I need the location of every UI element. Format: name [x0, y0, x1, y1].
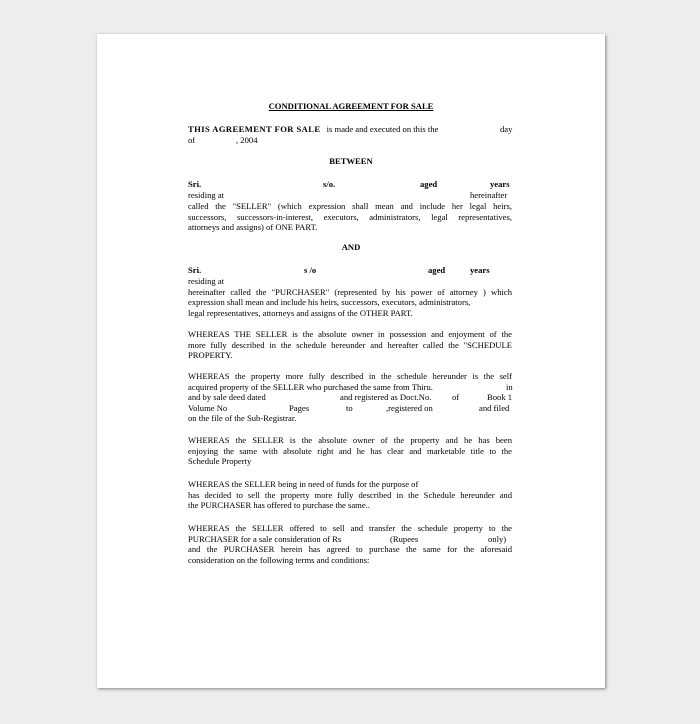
seller-line-1: Sri. s/o. aged years: [188, 179, 510, 189]
whereas-paragraph-5: WHEREAS the SELLER offered to sell and transfer the schedule property to the PURCHASER for a sale consideration of Rs (Rupees only) and the PURCHASER herein has agreed to purchase the same for the aforesaid consideration on the following terms and conditions:: [188, 523, 512, 565]
purchaser-paragraph: residing at hereinafter called the "PURCHASER" (represented by his power of attorney ) which expression shall mean and include his heirs, successors, executors, administrators, legal representatives, attorneys and assigns of the OTHER PART.: [188, 276, 512, 318]
and-heading: AND: [341, 242, 361, 252]
whereas-paragraph-4: WHEREAS the SELLER being in need of funds for the purpose of has decided to sell the property more fully described in the Schedule hereunder and the PURCHASER has offered to purchase the same..: [188, 479, 512, 511]
intro-line-1: THIS AGREEMENT FOR SALE is made and executed on this the day: [188, 124, 513, 134]
between-heading: BETWEEN: [329, 156, 373, 166]
whereas-paragraph-2: WHEREAS the property more fully described in the schedule hereunder is the self acquired property of the SELLER who purchased the same from Thiru. in and by sale deed dated and registered as Doct.No. of Book 1 Volume No Pages to ,registered on and filed on the file of the Sub-Registrar.: [188, 371, 513, 424]
whereas-paragraph-3: WHEREAS the SELLER is the absolute owner of the property and he has been enjoying the same with absolute right and he has clear and marketable title to the Schedule Property: [188, 435, 512, 467]
purchaser-line-1: Sri. s /o aged years: [188, 265, 490, 275]
document-page: [97, 34, 605, 688]
whereas-paragraph-1: WHEREAS THE SELLER is the absolute owner in possession and enjoyment of the more fully described in the schedule hereunder and hereafter called the "SCHEDULE PROPERTY.: [188, 329, 512, 361]
document-title: CONDITIONAL AGREEMENT FOR SALE: [268, 101, 434, 111]
seller-paragraph: called the "SELLER" (which expression shall mean and include her legal heirs, successors, successors-in-interest, executors, administrators, legal representatives, attorneys and assigns) of ONE PART.: [188, 201, 512, 233]
intro-line-2: of , 2004: [188, 135, 258, 145]
seller-line-2: residing at hereinafter: [188, 190, 508, 200]
